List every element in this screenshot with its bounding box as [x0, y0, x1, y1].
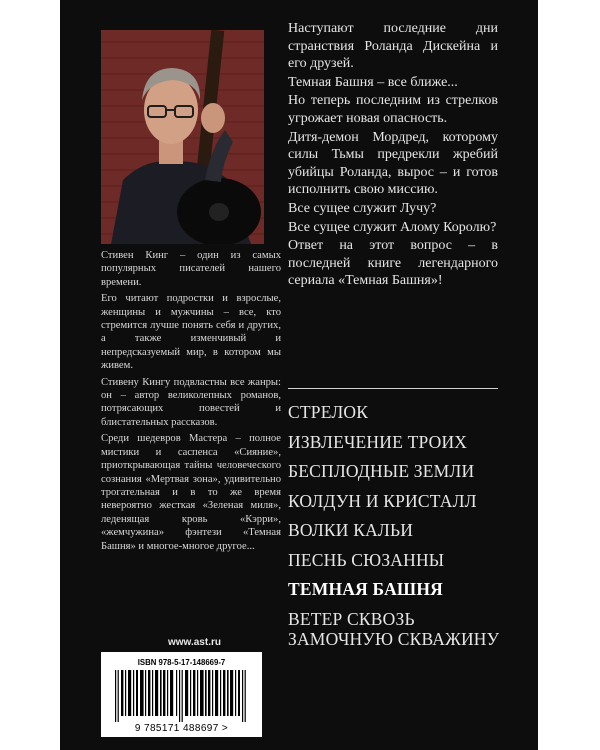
barcode-bars — [113, 670, 250, 722]
bio-paragraph: Стивену Кингу подвластны все жанры: он – автор великолепных романов, потрясающих повестей и блистательных рассказов. — [101, 376, 281, 428]
book-blurb — [288, 20, 498, 291]
author-photo-illustration — [101, 30, 264, 244]
series-title: КОЛДУН И КРИСТАЛЛ — [288, 490, 477, 511]
blurb-paragraph: Темная Башня – все ближе... — [288, 74, 458, 90]
bio-paragraph: Его читают подростки и взрослые, женщины и мужчины – все, кто стремится лучше понять себя и других, а также изменчивый и непредсказуемый мир, в котором мы живем. — [101, 293, 281, 372]
isbn-text: ISBN 978-5-17-148669-7 — [137, 658, 226, 667]
series-title-list — [288, 402, 508, 658]
series-title: СТРЕЛОК — [288, 402, 369, 422]
publisher-url: www.ast.ru — [168, 637, 221, 648]
author-bio — [101, 249, 281, 556]
blurb-paragraph: Наступают последние дни странствия Роланда Дискейна и его друзей. — [288, 21, 498, 72]
series-title: БЕСПЛОДНЫЕ ЗЕМЛИ — [288, 461, 475, 481]
bio-paragraph: Среди шедевров Мастера – полное мистики и саспенса «Сияние», приоткрывающая тайны человеческого сознания «Мертвая зона», удивительно трогательная и в то же время невероятно жесткая «Зеленая миля», леденящая кровь «Кэрри», «жемчужина» фэнтези «Темная Башня» и многое-многое другое... — [101, 433, 281, 552]
series-title-current: ТЕМНАЯ БАШНЯ — [288, 579, 443, 599]
blurb-paragraph: Все сущее служит Алому Королю? — [288, 219, 497, 235]
bio-paragraph: Стивен Кинг – один из самых популярных писателей нашего времени. — [101, 250, 281, 288]
blurb-paragraph: Все сущее служит Лучу? — [288, 200, 437, 216]
barcode-digits: 9 785171 488697 > — [134, 723, 229, 734]
series-title: ПЕСНЬ СЮЗАННЫ — [288, 549, 445, 570]
series-title: ВОЛКИ КАЛЬИ — [288, 520, 414, 540]
barcode-label — [101, 652, 262, 737]
divider — [288, 388, 498, 389]
blurb-paragraph: Но теперь последним из стрелков угрожает новая опасность. — [288, 93, 498, 126]
series-title: ИЗВЛЕЧЕНИЕ ТРОИХ — [288, 431, 468, 452]
author-photo — [101, 30, 264, 244]
series-title: ВЕТЕР СКВОЗЬ ЗАМОЧНУЮ СКВАЖИНУ — [288, 608, 500, 649]
blurb-paragraph: Дитя-демон Мордред, которому силы Тьмы предрекли жребий убийцы Роланда, вырос – и готов исполнить свою миссию. — [288, 129, 498, 198]
blurb-paragraph: Ответ на этот вопрос – в последней книге легендарного сериала «Темная Башня»! — [288, 238, 498, 289]
back-cover — [60, 0, 538, 750]
